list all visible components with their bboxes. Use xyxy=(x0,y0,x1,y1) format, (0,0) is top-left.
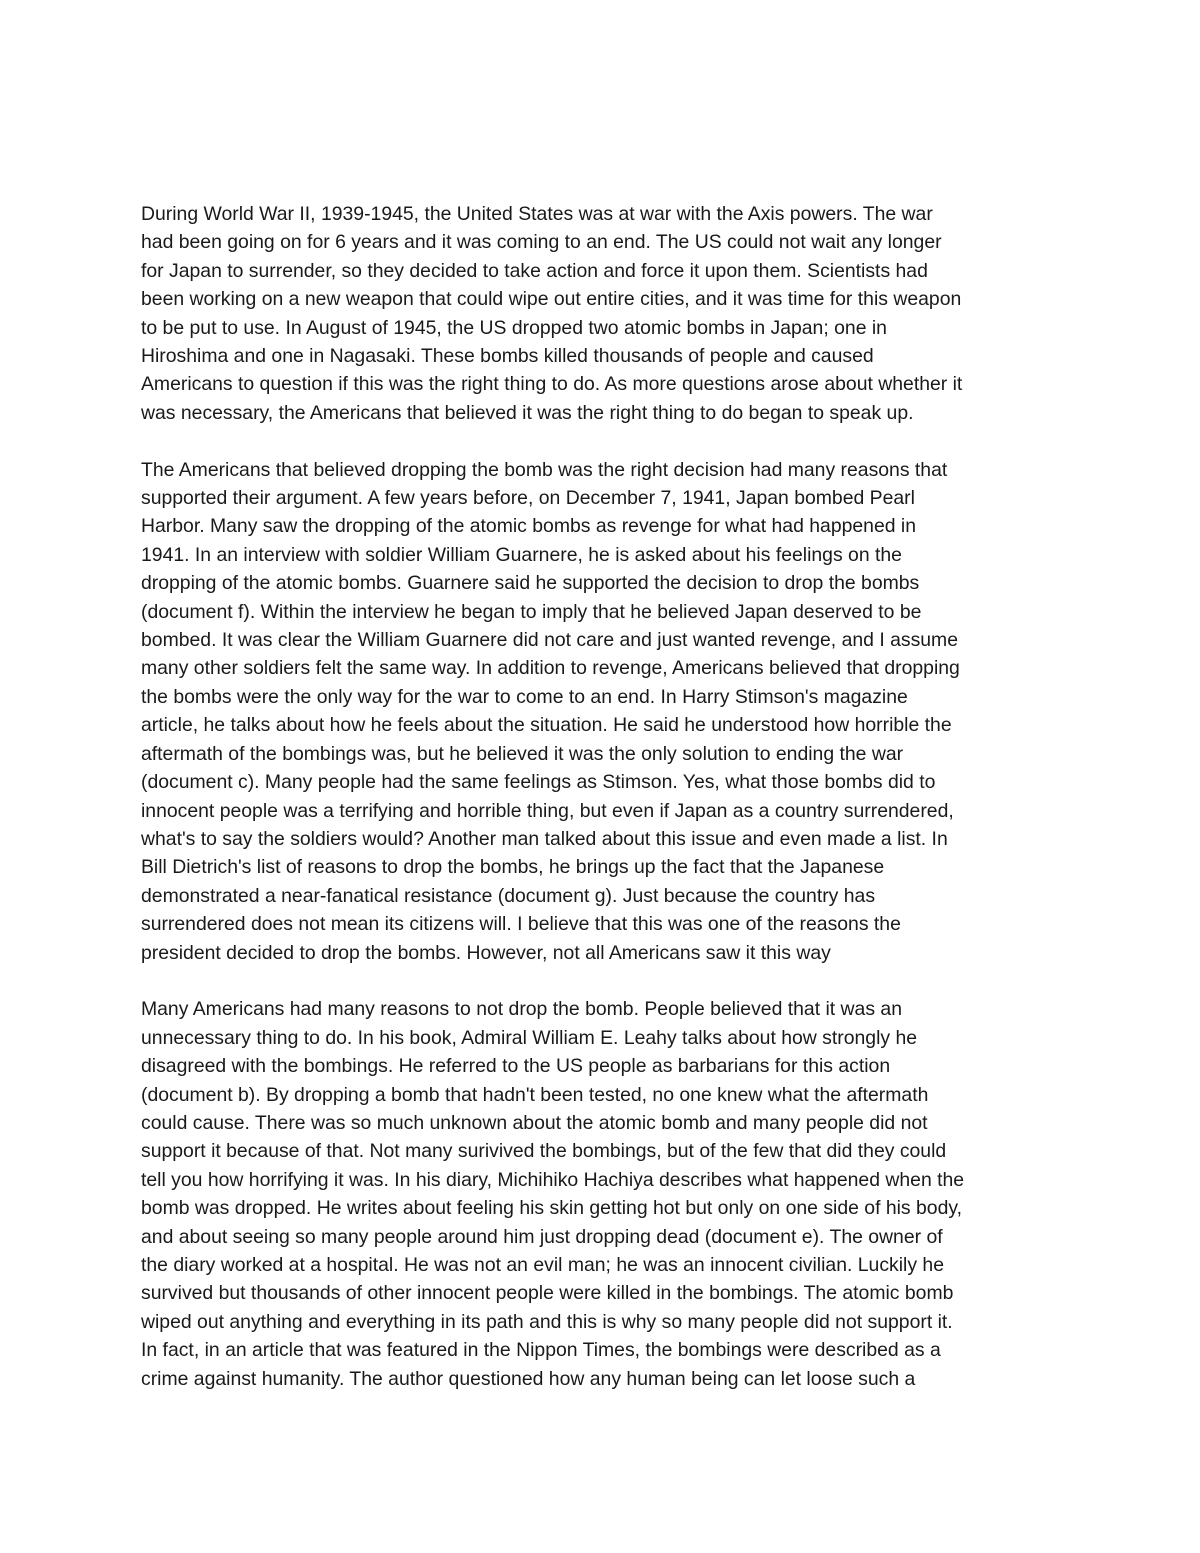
text-line: article, he talks about how he feels about the situation. He said he understood how horrible the xyxy=(141,714,952,737)
text-line: bomb was dropped. He writes about feeling his skin getting hot but only on one side of his body, xyxy=(141,1197,963,1220)
text-line: the bombs were the only way for the war to come to an end. In Harry Stimson's magazine xyxy=(141,685,908,708)
text-line: Bill Dietrich's list of reasons to drop the bombs, he brings up the fact that the Japanese xyxy=(141,856,885,879)
text-line: and about seeing so many people around him just dropping dead (document e). The owner of xyxy=(141,1225,943,1248)
text-line: aftermath of the bombings was, but he believed it was the only solution to ending the war xyxy=(141,742,904,765)
paragraph-support-arguments xyxy=(141,456,1081,967)
text-line: (document c). Many people had the same feelings as Stimson. Yes, what those bombs did to xyxy=(141,771,936,794)
text-line: had been going on for 6 years and it was coming to an end. The US could not wait any longer xyxy=(141,231,942,254)
text-line: Many Americans had many reasons to not drop the bomb. People believed that it was an xyxy=(141,998,902,1021)
text-line: the diary worked at a hospital. He was not an evil man; he was an innocent civilian. Luckily he xyxy=(141,1254,944,1276)
text-line: During World War II, 1939-1945, the United States was at war with the Axis powers. The war xyxy=(141,203,933,225)
text-line: survived but thousands of other innocent people were killed in the bombings. The atomic bomb xyxy=(141,1282,954,1305)
text-line: In fact, in an article that was featured in the Nippon Times, the bombings were described as a xyxy=(141,1339,941,1362)
text-line: dropping of the atomic bombs. Guarnere said he supported the decision to drop the bombs xyxy=(141,572,920,595)
text-line: could cause. There was so much unknown about the atomic bomb and many people did not xyxy=(141,1111,928,1134)
text-line: (document f). Within the interview he began to imply that he believed Japan deserved to be xyxy=(141,600,922,623)
text-line: Americans to question if this was the right thing to do. As more questions arose about whether it xyxy=(141,373,963,396)
text-line: Hiroshima and one in Nagasaki. These bombs killed thousands of people and caused xyxy=(141,345,874,368)
text-line: president decided to drop the bombs. However, not all Americans saw it this way xyxy=(141,941,831,964)
text-line: surrendered does not mean its citizens will. I believe that this was one of the reasons the xyxy=(141,913,901,936)
essay-body xyxy=(141,200,1081,1421)
text-line: what's to say the soldiers would? Another man talked about this issue and even made a list. In xyxy=(141,827,948,850)
text-line: The Americans that believed dropping the bomb was the right decision had many reasons that xyxy=(141,458,948,481)
text-line: to be put to use. In August of 1945, the US dropped two atomic bombs in Japan; one in xyxy=(141,316,887,339)
text-line: bombed. It was clear the William Guarnere did not care and just wanted revenge, and I assume xyxy=(141,629,958,652)
text-line: (document b). By dropping a bomb that hadn't been tested, no one knew what the aftermath xyxy=(141,1083,929,1106)
text-line: disagreed with the bombings. He referred to the US people as barbarians for this action xyxy=(141,1055,891,1078)
text-line: innocent people was a terrifying and horrible thing, but even if Japan as a country surrendered, xyxy=(141,799,954,822)
text-line: wiped out anything and everything in its path and this is why so many people did not support it. xyxy=(141,1310,953,1333)
text-line: tell you how horrifying it was. In his diary, Michihiko Hachiya describes what happened when the xyxy=(141,1168,965,1191)
text-line: support it because of that. Not many surivived the bombings, but of the few that did they could xyxy=(141,1140,947,1163)
text-line: 1941. In an interview with soldier William Guarnere, he is asked about his feelings on the xyxy=(141,543,902,566)
text-line: crime against humanity. The author questioned how any human being can let loose such a xyxy=(141,1367,916,1390)
text-line: many other soldiers felt the same way. In addition to revenge, Americans believed that dropping xyxy=(141,657,960,680)
text-line: unnecessary thing to do. In his book, Admiral William E. Leahy talks about how strongly he xyxy=(141,1026,918,1049)
text-line: supported their argument. A few years before, on December 7, 1941, Japan bombed Pearl xyxy=(141,487,915,510)
text-line: Harbor. Many saw the dropping of the atomic bombs as revenge for what had happened in xyxy=(141,515,917,538)
paragraph-introduction xyxy=(141,200,1081,427)
paragraph-opposition-arguments xyxy=(141,995,1081,1393)
text-line: demonstrated a near-fanatical resistance (document g). Just because the country has xyxy=(141,884,876,907)
text-line: was necessary, the Americans that believed it was the right thing to do began to speak up. xyxy=(141,401,914,424)
text-line: been working on a new weapon that could wipe out entire cities, and it was time for this weapon xyxy=(141,288,962,311)
text-line: for Japan to surrender, so they decided to take action and force it upon them. Scientists had xyxy=(141,259,928,282)
